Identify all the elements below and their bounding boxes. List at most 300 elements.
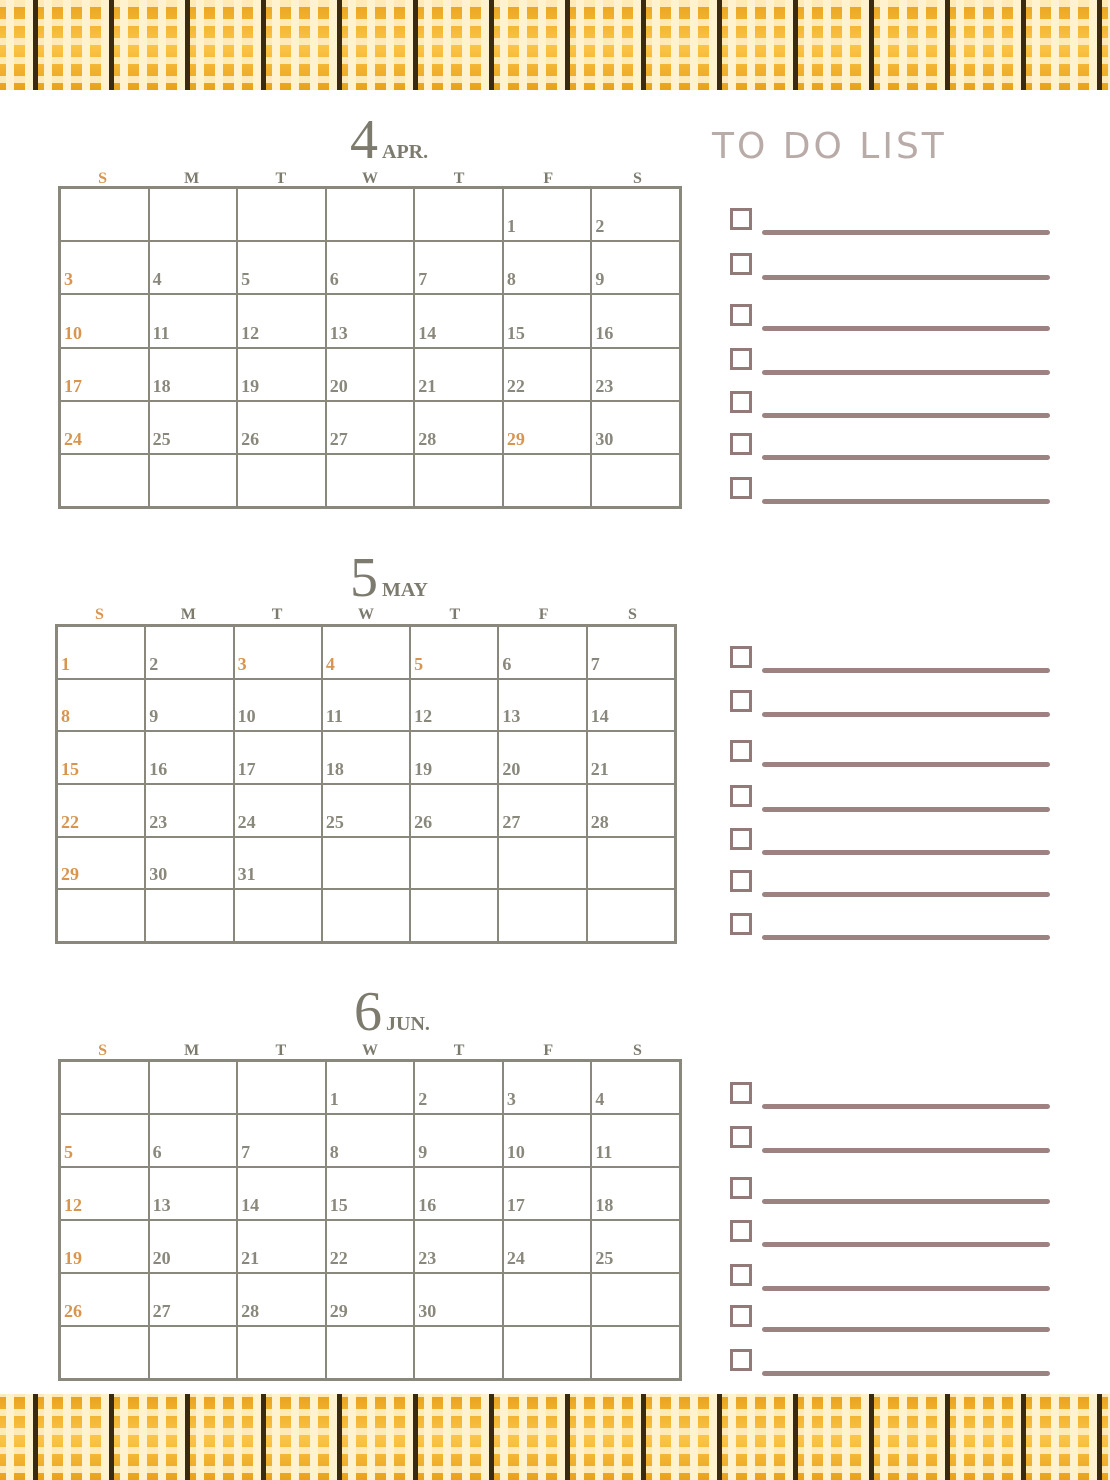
day-cell[interactable] (590, 1060, 681, 1115)
day-cell[interactable] (325, 293, 416, 348)
todo-write-line[interactable] (762, 1199, 1050, 1204)
day-cell[interactable] (59, 453, 150, 508)
day-cell[interactable] (502, 400, 593, 455)
day-cell[interactable] (144, 678, 234, 733)
day-cell[interactable] (233, 678, 323, 733)
checkbox[interactable] (730, 913, 752, 935)
day-cell[interactable] (56, 836, 146, 891)
checkbox[interactable] (730, 477, 752, 499)
todo-item (730, 1305, 1050, 1339)
checkbox[interactable] (730, 1082, 752, 1104)
day-cell[interactable] (325, 453, 416, 508)
day-number: 11 (595, 1142, 613, 1162)
day-number: 13 (502, 706, 521, 727)
day-number: 29 (61, 864, 79, 885)
day-number: 1 (61, 653, 70, 674)
day-cell[interactable] (325, 1219, 416, 1274)
checkbox[interactable] (730, 1305, 752, 1327)
day-cell[interactable] (56, 678, 146, 733)
day-number: 10 (64, 322, 82, 343)
day-number: 10 (237, 706, 256, 727)
day-cell[interactable] (413, 453, 504, 508)
day-cell[interactable] (59, 1166, 150, 1221)
day-number: 14 (241, 1195, 260, 1215)
day-cell[interactable] (413, 1113, 504, 1168)
checkbox[interactable] (730, 1220, 752, 1242)
day-cell[interactable] (148, 1113, 239, 1168)
day-cell[interactable] (325, 240, 416, 295)
day-number: 5 (414, 653, 424, 674)
day-cell[interactable] (497, 678, 587, 733)
todo-write-line[interactable] (762, 850, 1050, 855)
day-cell[interactable] (409, 625, 499, 680)
day-cell[interactable] (502, 1219, 593, 1274)
day-number: 7 (241, 1142, 251, 1162)
day-number: 6 (502, 653, 512, 674)
day-number: 22 (506, 375, 525, 396)
day-cell[interactable] (144, 730, 234, 785)
todo-write-line[interactable] (762, 413, 1050, 418)
day-number: 16 (149, 759, 168, 779)
day-cell[interactable] (56, 888, 146, 943)
day-number: 8 (506, 269, 516, 290)
day-cell[interactable] (497, 836, 587, 891)
day-cell[interactable] (236, 1219, 327, 1274)
weekday-label: M (180, 606, 196, 623)
day-number: 18 (595, 1195, 614, 1215)
day-cell[interactable] (502, 1060, 593, 1115)
day-cell[interactable] (497, 625, 587, 680)
day-cell[interactable] (590, 400, 681, 455)
weekday-label: T (271, 606, 283, 623)
day-cell[interactable] (148, 453, 239, 508)
day-cell[interactable] (590, 347, 681, 402)
day-number: 20 (502, 759, 521, 779)
todo-item (730, 1082, 1050, 1116)
day-number: 9 (595, 269, 605, 290)
todo-write-line[interactable] (762, 1371, 1050, 1376)
weekday-header (58, 1042, 682, 1060)
day-number: 11 (152, 322, 170, 343)
todo-item (730, 304, 1050, 338)
checkbox[interactable] (730, 646, 752, 668)
todo-item (730, 1264, 1050, 1298)
day-number: 8 (329, 1142, 339, 1162)
day-number: 21 (590, 759, 609, 779)
day-cell[interactable] (59, 1325, 150, 1380)
day-number: 19 (241, 375, 260, 396)
day-cell[interactable] (236, 347, 327, 402)
weekday-label: F (543, 170, 554, 187)
todo-write-line[interactable] (762, 1242, 1050, 1247)
todo-write-line[interactable] (762, 892, 1050, 897)
weekday-label: T (449, 606, 461, 623)
day-cell[interactable] (236, 400, 327, 455)
day-number: 4 (325, 653, 335, 674)
month-number: 5 (350, 547, 378, 609)
day-cell[interactable] (502, 1325, 593, 1380)
day-cell[interactable] (590, 453, 681, 508)
day-number: 9 (418, 1142, 428, 1162)
day-number: 17 (237, 759, 256, 779)
month-abbreviation: JUN. (386, 1013, 430, 1035)
day-number: 22 (61, 811, 79, 832)
day-cell[interactable] (148, 1060, 239, 1115)
checkbox[interactable] (730, 208, 752, 230)
day-number: 12 (241, 322, 260, 343)
day-cell[interactable] (586, 730, 676, 785)
day-number: 7 (590, 653, 600, 674)
day-cell[interactable] (590, 1219, 681, 1274)
day-number: 28 (241, 1301, 260, 1321)
weekday-label: M (184, 1042, 200, 1059)
day-number: 6 (152, 1142, 162, 1162)
day-cell[interactable] (502, 1272, 593, 1327)
day-number: 18 (325, 759, 344, 779)
todo-write-line[interactable] (762, 230, 1050, 235)
month-grid (58, 1059, 682, 1381)
day-number: 17 (64, 375, 82, 396)
day-cell[interactable] (236, 1060, 327, 1115)
day-number: 10 (506, 1142, 525, 1162)
day-cell[interactable] (59, 240, 150, 295)
day-cell[interactable] (144, 888, 234, 943)
todo-item (730, 690, 1050, 724)
day-cell[interactable] (409, 888, 499, 943)
day-cell[interactable] (236, 1113, 327, 1168)
day-cell[interactable] (590, 1113, 681, 1168)
day-cell[interactable] (321, 625, 411, 680)
todo-item (730, 870, 1050, 904)
day-cell[interactable] (148, 400, 239, 455)
day-cell[interactable] (502, 347, 593, 402)
checkbox[interactable] (730, 785, 752, 807)
day-number: 30 (418, 1301, 437, 1321)
day-number: 19 (414, 759, 433, 779)
todo-item (730, 785, 1050, 819)
day-number: 19 (64, 1248, 82, 1268)
day-cell[interactable] (586, 836, 676, 891)
day-cell[interactable] (148, 1166, 239, 1221)
day-cell[interactable] (56, 783, 146, 838)
day-number: 13 (329, 322, 348, 343)
day-cell[interactable] (236, 1166, 327, 1221)
weekday-label: F (538, 606, 549, 623)
todo-item (730, 646, 1050, 680)
day-number: 5 (64, 1142, 73, 1162)
todo-item (730, 253, 1050, 287)
day-number: 3 (506, 1089, 516, 1109)
weekday-label: T (453, 1042, 465, 1059)
day-number: 12 (414, 706, 433, 727)
month-abbreviation: MAY (382, 579, 428, 601)
todo-write-line[interactable] (762, 455, 1050, 460)
decorative-bottom-band (0, 1394, 1110, 1480)
day-cell[interactable] (321, 678, 411, 733)
day-cell[interactable] (59, 293, 150, 348)
day-cell[interactable] (144, 625, 234, 680)
day-cell[interactable] (590, 1166, 681, 1221)
month-grid (55, 624, 677, 944)
day-number: 13 (152, 1195, 171, 1215)
day-number: 14 (590, 706, 609, 727)
day-cell[interactable] (413, 1060, 504, 1115)
weekday-label: W (361, 170, 378, 187)
day-cell[interactable] (59, 187, 150, 242)
checkbox[interactable] (730, 1177, 752, 1199)
day-number: 15 (506, 322, 525, 343)
day-cell[interactable] (325, 1166, 416, 1221)
day-cell[interactable] (497, 888, 587, 943)
day-number: 28 (418, 428, 437, 449)
month-number: 4 (350, 109, 378, 171)
day-number: 5 (241, 269, 251, 290)
todo-item (730, 348, 1050, 382)
day-number: 17 (506, 1195, 525, 1215)
day-number: 29 (329, 1301, 348, 1321)
day-number: 24 (64, 428, 82, 449)
day-number: 29 (506, 428, 525, 449)
weekday-label: S (98, 1042, 108, 1059)
day-number: 18 (152, 375, 171, 396)
day-cell[interactable] (413, 293, 504, 348)
weekday-label: S (628, 606, 637, 623)
month-heading (354, 981, 430, 1043)
day-number: 23 (595, 375, 614, 396)
day-number: 27 (152, 1301, 171, 1321)
weekday-label: S (98, 170, 108, 187)
day-number: 21 (418, 375, 437, 396)
day-cell[interactable] (409, 730, 499, 785)
day-cell[interactable] (59, 400, 150, 455)
todo-write-line[interactable] (762, 275, 1050, 280)
day-number: 26 (64, 1301, 82, 1321)
day-number: 16 (595, 322, 614, 343)
day-number: 22 (329, 1248, 348, 1268)
day-cell[interactable] (233, 836, 323, 891)
day-cell[interactable] (413, 347, 504, 402)
day-cell[interactable] (59, 1272, 150, 1327)
day-number: 28 (590, 811, 609, 832)
day-cell[interactable] (502, 1166, 593, 1221)
day-cell[interactable] (413, 187, 504, 242)
todo-item (730, 433, 1050, 467)
day-cell[interactable] (144, 836, 234, 891)
day-cell[interactable] (586, 783, 676, 838)
month-grid (58, 186, 682, 509)
day-number: 23 (418, 1248, 437, 1268)
day-cell[interactable] (502, 293, 593, 348)
checkbox[interactable] (730, 391, 752, 413)
day-cell[interactable] (497, 730, 587, 785)
day-number: 27 (329, 428, 348, 449)
todo-write-line[interactable] (762, 1286, 1050, 1291)
day-number: 9 (149, 706, 159, 727)
todo-item (730, 391, 1050, 425)
day-cell[interactable] (148, 293, 239, 348)
day-cell[interactable] (236, 1272, 327, 1327)
day-number: 21 (241, 1248, 260, 1268)
day-cell[interactable] (233, 730, 323, 785)
todo-item (730, 208, 1050, 242)
todo-write-line[interactable] (762, 499, 1050, 504)
day-number: 15 (61, 759, 79, 779)
checkbox[interactable] (730, 304, 752, 326)
checkbox[interactable] (730, 740, 752, 762)
day-cell[interactable] (502, 240, 593, 295)
day-cell[interactable] (236, 1325, 327, 1380)
day-cell[interactable] (502, 187, 593, 242)
day-cell[interactable] (148, 347, 239, 402)
weekday-label: T (453, 170, 465, 187)
day-number: 7 (418, 269, 428, 290)
day-number: 27 (502, 811, 521, 832)
day-number: 26 (414, 811, 433, 832)
day-cell[interactable] (321, 730, 411, 785)
day-cell[interactable] (586, 678, 676, 733)
day-cell[interactable] (325, 187, 416, 242)
day-cell[interactable] (56, 730, 146, 785)
todo-item (730, 828, 1050, 862)
day-cell[interactable] (502, 1113, 593, 1168)
day-cell[interactable] (321, 888, 411, 943)
day-cell[interactable] (590, 240, 681, 295)
day-cell[interactable] (590, 293, 681, 348)
day-cell[interactable] (148, 240, 239, 295)
todo-write-line[interactable] (762, 807, 1050, 812)
day-cell[interactable] (586, 625, 676, 680)
decorative-top-band (0, 0, 1110, 90)
day-number: 30 (595, 428, 614, 449)
day-cell[interactable] (497, 783, 587, 838)
day-cell[interactable] (409, 836, 499, 891)
month-heading (350, 547, 428, 609)
day-cell[interactable] (59, 1113, 150, 1168)
todo-item (730, 1177, 1050, 1211)
todo-write-line[interactable] (762, 1104, 1050, 1109)
day-cell[interactable] (413, 1272, 504, 1327)
day-cell[interactable] (233, 783, 323, 838)
weekday-label: S (632, 170, 642, 187)
day-cell[interactable] (325, 1113, 416, 1168)
month-number: 6 (354, 981, 382, 1043)
todo-write-line[interactable] (762, 326, 1050, 331)
day-cell[interactable] (413, 240, 504, 295)
day-cell[interactable] (413, 400, 504, 455)
day-cell[interactable] (586, 888, 676, 943)
todo-write-line[interactable] (762, 712, 1050, 717)
day-cell[interactable] (413, 1166, 504, 1221)
day-cell[interactable] (413, 1219, 504, 1274)
day-cell[interactable] (590, 1272, 681, 1327)
day-cell[interactable] (148, 1219, 239, 1274)
day-cell[interactable] (59, 347, 150, 402)
todo-item (730, 1349, 1050, 1383)
todo-write-line[interactable] (762, 668, 1050, 673)
day-cell[interactable] (59, 1219, 150, 1274)
day-cell[interactable] (502, 453, 593, 508)
day-cell[interactable] (148, 1325, 239, 1380)
day-cell[interactable] (409, 783, 499, 838)
day-cell[interactable] (233, 888, 323, 943)
checkbox[interactable] (730, 348, 752, 370)
weekday-label: W (357, 606, 374, 623)
day-number: 2 (418, 1089, 428, 1109)
checkbox[interactable] (730, 1126, 752, 1148)
day-number: 25 (595, 1248, 614, 1268)
day-number: 24 (506, 1248, 525, 1268)
weekday-label: S (94, 606, 104, 623)
checkbox[interactable] (730, 1264, 752, 1286)
todo-item (730, 740, 1050, 774)
day-number: 26 (241, 428, 260, 449)
day-cell[interactable] (56, 625, 146, 680)
checkbox[interactable] (730, 828, 752, 850)
day-cell[interactable] (325, 1272, 416, 1327)
todo-write-line[interactable] (762, 370, 1050, 375)
todo-write-line[interactable] (762, 1148, 1050, 1153)
day-cell[interactable] (233, 625, 323, 680)
day-cell[interactable] (148, 187, 239, 242)
day-cell[interactable] (325, 1060, 416, 1115)
checkbox[interactable] (730, 690, 752, 712)
day-number: 25 (325, 811, 344, 832)
day-cell[interactable] (148, 1272, 239, 1327)
day-number: 3 (64, 269, 73, 290)
day-cell[interactable] (236, 240, 327, 295)
day-cell[interactable] (413, 1325, 504, 1380)
day-number: 1 (506, 216, 516, 237)
day-cell[interactable] (590, 1325, 681, 1380)
day-cell[interactable] (325, 1325, 416, 1380)
todo-write-line[interactable] (762, 762, 1050, 767)
day-number: 15 (329, 1195, 348, 1215)
checkbox[interactable] (730, 1349, 752, 1371)
day-cell[interactable] (236, 187, 327, 242)
day-cell[interactable] (590, 187, 681, 242)
todo-write-line[interactable] (762, 1327, 1050, 1332)
day-number: 31 (237, 864, 256, 885)
day-number: 16 (418, 1195, 437, 1215)
day-cell[interactable] (144, 783, 234, 838)
checkbox[interactable] (730, 870, 752, 892)
day-number: 20 (152, 1248, 171, 1268)
day-cell[interactable] (321, 836, 411, 891)
day-cell[interactable] (325, 347, 416, 402)
day-number: 1 (329, 1089, 339, 1109)
weekday-label: T (275, 170, 287, 187)
day-cell[interactable] (59, 1060, 150, 1115)
day-cell[interactable] (236, 293, 327, 348)
weekday-label: M (184, 170, 200, 187)
day-number: 25 (152, 428, 171, 449)
day-number: 4 (595, 1089, 605, 1109)
day-cell[interactable] (325, 400, 416, 455)
day-cell[interactable] (321, 783, 411, 838)
month-heading (350, 109, 429, 171)
day-cell[interactable] (236, 453, 327, 508)
day-number: 11 (325, 706, 343, 727)
day-number: 20 (329, 375, 348, 396)
todo-item (730, 477, 1050, 511)
day-number: 12 (64, 1195, 82, 1215)
checkbox[interactable] (730, 253, 752, 275)
day-number: 4 (152, 269, 162, 290)
day-number: 23 (149, 811, 168, 832)
day-cell[interactable] (409, 678, 499, 733)
checkbox[interactable] (730, 433, 752, 455)
todo-write-line[interactable] (762, 935, 1050, 940)
